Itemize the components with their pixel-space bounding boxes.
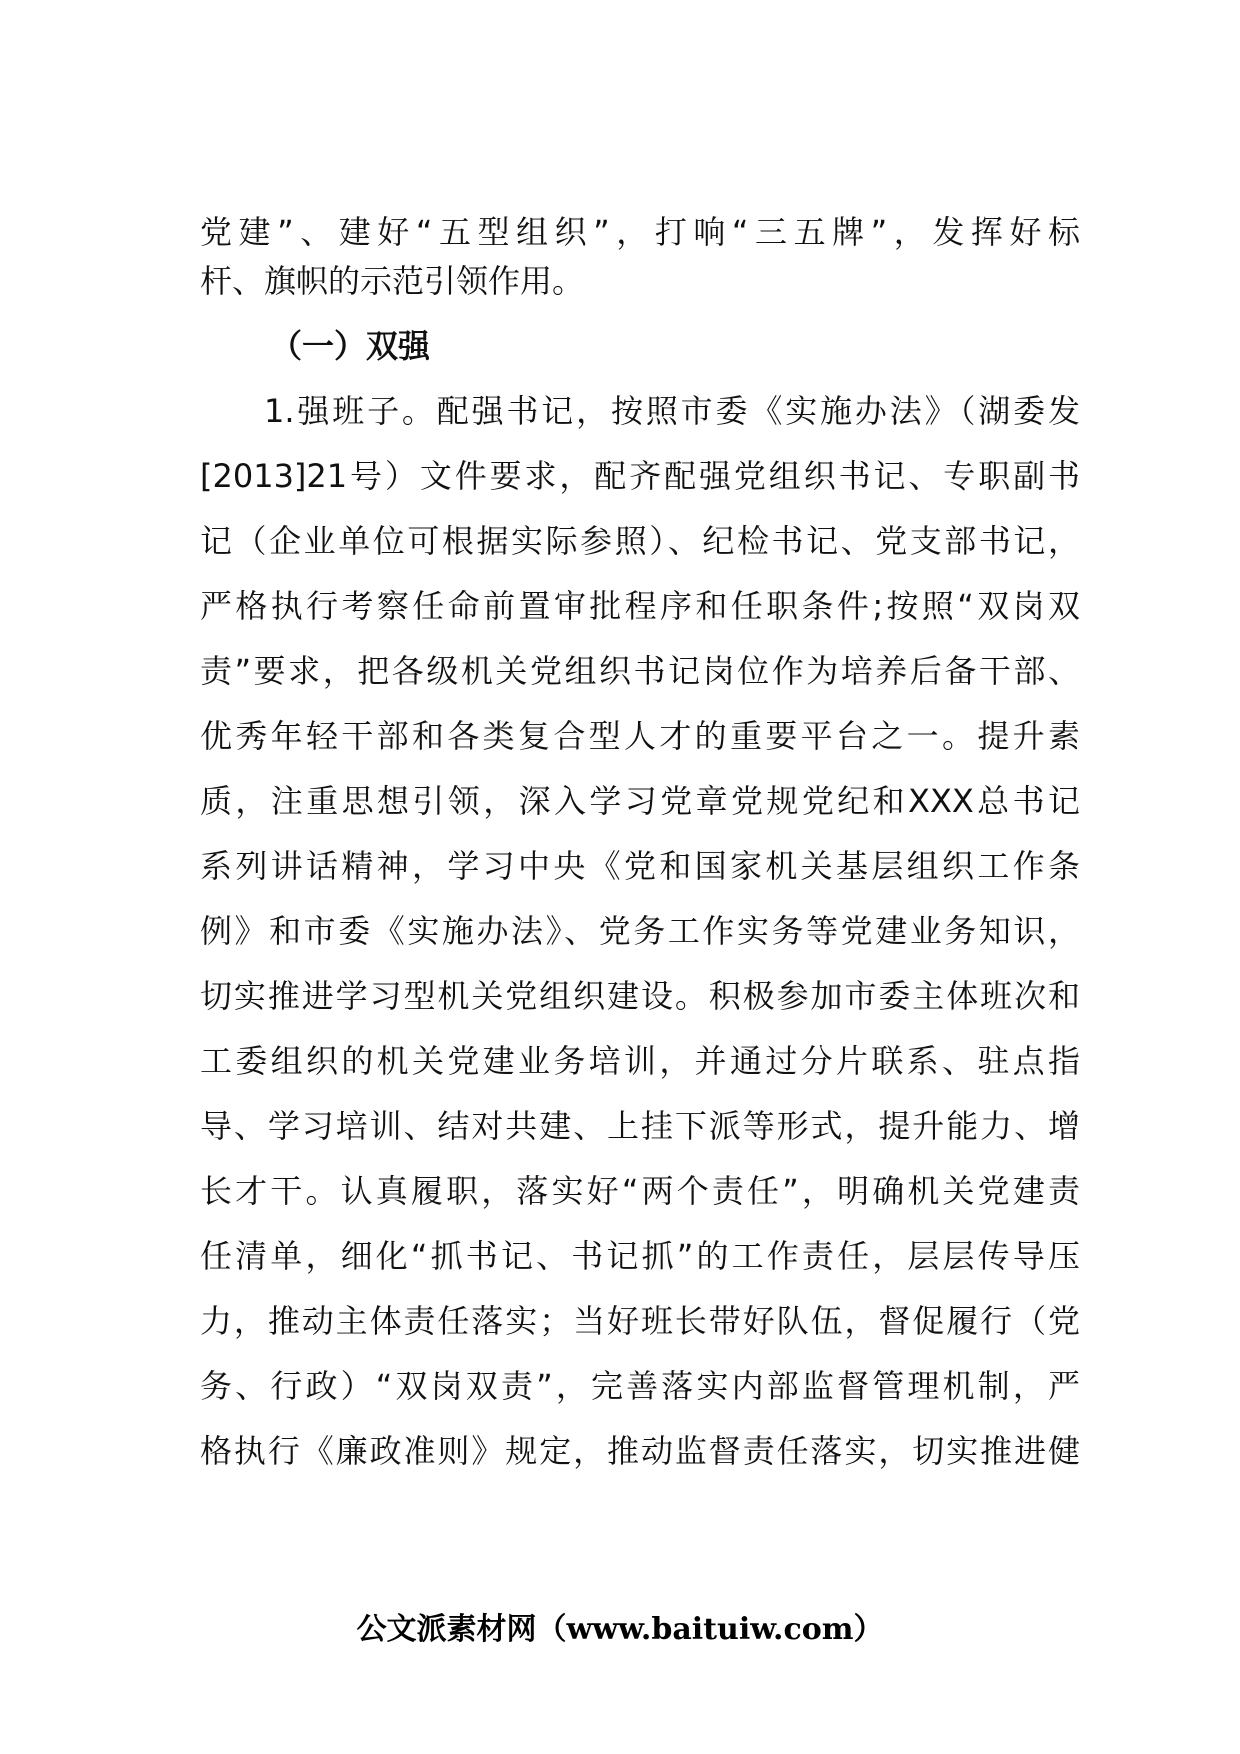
text-line: 例》和市委《实施办法》、党务工作实务等党建业务知识，: [200, 912, 1080, 950]
text-line: 杆、旗帜的示范引领作用。: [200, 262, 585, 300]
text-line: [2013]21号）文件要求，配齐配强党组织书记、专职副书: [200, 457, 1080, 495]
text-line: 长才干。认真履职，落实好“两个责任”，明确机关党建责: [200, 1172, 1080, 1210]
text-line: 记（企业单位可根据实际参照）、纪检书记、党支部书记，: [200, 522, 1080, 560]
section-heading: （一）双强: [270, 327, 431, 365]
body-text: [200, 215, 1080, 1484]
text-line: 导、学习培训、结对共建、上挂下派等形式，提升能力、增: [200, 1107, 1080, 1145]
text-line: 务、行政）“双岗双责”，完善落实内部监督管理机制，严: [200, 1367, 1080, 1405]
text-line: 工委组织的机关党建业务培训，并通过分片联系、驻点指: [200, 1042, 1080, 1080]
text-line: 质，注重思想引领，深入学习党章党规党纪和XXX总书记: [200, 782, 1080, 820]
footer-watermark: 公文派素材网（www.baituiw.com）: [356, 1612, 884, 1647]
text-line: 系列讲话精神，学习中央《党和国家机关基层组织工作条: [200, 847, 1080, 885]
text-line: 力，推动主体责任落实；当好班长带好队伍，督促履行（党: [200, 1302, 1080, 1340]
text-line: 任清单，细化“抓书记、书记抓”的工作责任，层层传导压: [200, 1237, 1080, 1275]
text-line: 格执行《廉政准则》规定，推动监督责任落实，切实推进健: [200, 1432, 1080, 1470]
text-line: 严格执行考察任命前置审批程序和任职条件;按照“双岗双: [200, 587, 1080, 625]
text-line: 切实推进学习型机关党组织建设。积极参加市委主体班次和: [200, 977, 1080, 1015]
text-line: 责”要求，把各级机关党组织书记岗位作为培养后备干部、: [200, 652, 1080, 690]
text-line: 1.强班子。配强书记，按照市委《实施办法》（湖委发: [264, 392, 1080, 430]
text-line: 优秀年轻干部和各类复合型人才的重要平台之一。提升素: [200, 717, 1080, 755]
text-line: 党建”、建好“五型组织”，打响“三五牌”，发挥好标: [200, 213, 1080, 251]
